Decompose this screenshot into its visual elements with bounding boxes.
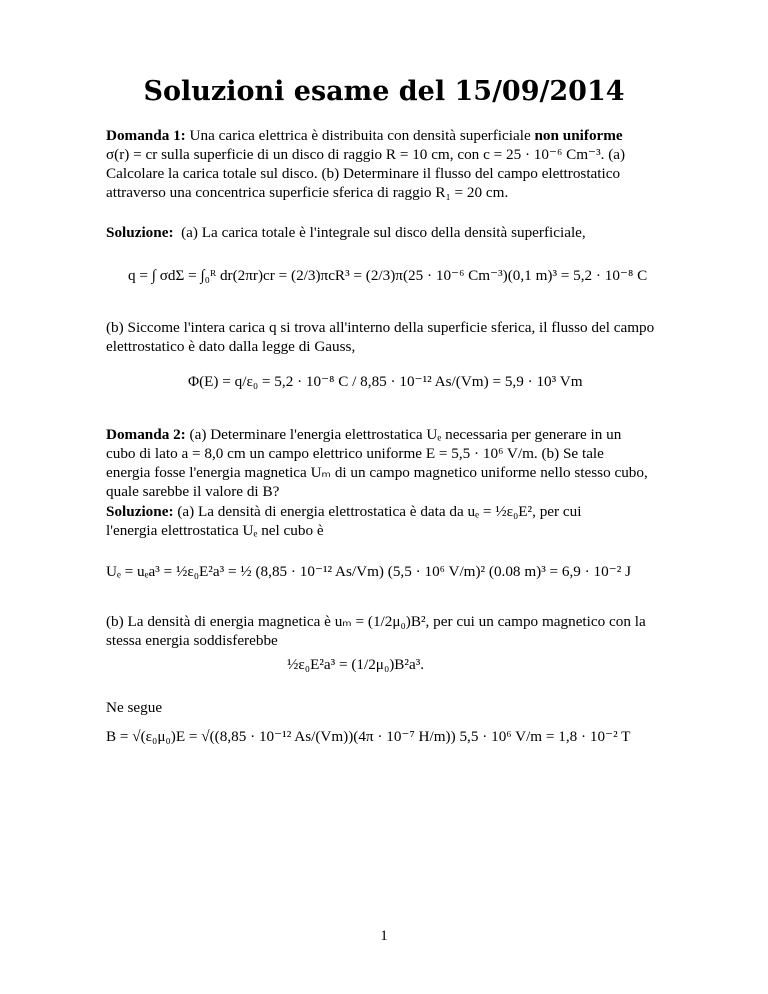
solution-2-intro: [106, 502, 672, 540]
question-2-label: Domanda 2:: [106, 426, 186, 443]
question-2-line2: cubo di lato a = 8,0 cm un campo elettrico uniforme E = 5,5 · 10⁶ V/m. (b) Se tale: [106, 445, 604, 462]
solution-1-intro: [106, 223, 672, 242]
solution-1-part-b: [106, 318, 672, 356]
question-1: [106, 126, 672, 202]
ne-segue: Ne segue: [106, 699, 163, 716]
equation-magnetic-field: B = √(ε₀μ₀)E = √((8,85 · 10⁻¹² As/(Vm))(4π · 10⁻⁷ H/m)) 5,5 · 10⁶ V/m = 1,8 · 10⁻² T: [106, 728, 631, 745]
solution-2-part-b-line1: (b) La densità di energia magnetica è uₘ = (1/2μ₀)B², per cui un campo magnetico con la: [106, 613, 646, 630]
question-1-emphasis: non uniforme: [534, 127, 623, 144]
question-2: [106, 425, 672, 501]
solution-2-part-b-line2: stessa energia soddisferebbe: [106, 632, 278, 649]
solution-2-part-b: [106, 612, 672, 650]
page-title: Soluzioni esame del 15/09/2014: [143, 76, 625, 107]
equation-total-charge: q = ∫ σdΣ = ∫₀ᴿ dr(2πr)cr = (2/3)πcR³ = (2/3)π(25 · 10⁻⁶ Cm⁻³)(0,1 m)³ = 5,2 · 10⁻⁸ C: [128, 267, 648, 284]
equation-gauss-flux: Φ(E) = q/ε₀ = 5,2 · 10⁻⁸ C / 8,85 · 10⁻¹² As/(Vm) = 5,9 · 10³ Vm: [188, 373, 583, 390]
question-1-line3: Calcolare la carica totale sul disco. (b) Determinare il flusso del campo elettrostatico: [106, 165, 621, 182]
equation-energy-equality: ½ε₀E²a³ = (1/2μ₀)B²a³.: [287, 656, 425, 673]
question-1-label: Domanda 1:: [106, 127, 186, 144]
solution-1-intro-text: (a) La carica totale è l'integrale sul disco della densità superficiale,: [181, 224, 586, 241]
question-2-line4: quale sarebbe il valore di B?: [106, 483, 280, 500]
solution-1-label: Soluzione:: [106, 224, 174, 241]
page-number: 1: [380, 928, 388, 944]
question-1-line4: attraverso una concentrica superficie sferica di raggio R₁ = 20 cm.: [106, 184, 509, 201]
solution-2-line2: l'energia elettrostatica Uₑ nel cubo è: [106, 522, 324, 539]
question-1-line2: σ(r) = cr sulla superficie di un disco di raggio R = 10 cm, con c = 25 · 10⁻⁶ Cm⁻³. (a): [106, 146, 626, 163]
solution-2-line1: (a) La densità di energia elettrostatica è data da uₑ = ½ε₀E², per cui: [177, 503, 582, 520]
equation-electrostatic-energy: Uₑ = uₑa³ = ½ε₀E²a³ = ½ (8,85 · 10⁻¹² As/Vm) (5,5 · 10⁶ V/m)² (0.08 m)³ = 6,9 · 10⁻² J: [106, 563, 632, 580]
solution-2-label: Soluzione:: [106, 503, 174, 520]
solution-1-part-b-line2: elettrostatico è dato dalla legge di Gauss,: [106, 338, 356, 355]
question-1-text-a: Una carica elettrica è distribuita con densità superficiale: [189, 127, 531, 144]
question-2-line1: (a) Determinare l'energia elettrostatica Uₑ necessaria per generare in un: [189, 426, 622, 443]
solution-1-part-b-line1: (b) Siccome l'intera carica q si trova all'interno della superficie sferica, il flusso del campo: [106, 319, 655, 336]
question-2-line3: energia fosse l'energia magnetica Uₘ di un campo magnetico uniforme nello stesso cubo,: [106, 464, 648, 481]
